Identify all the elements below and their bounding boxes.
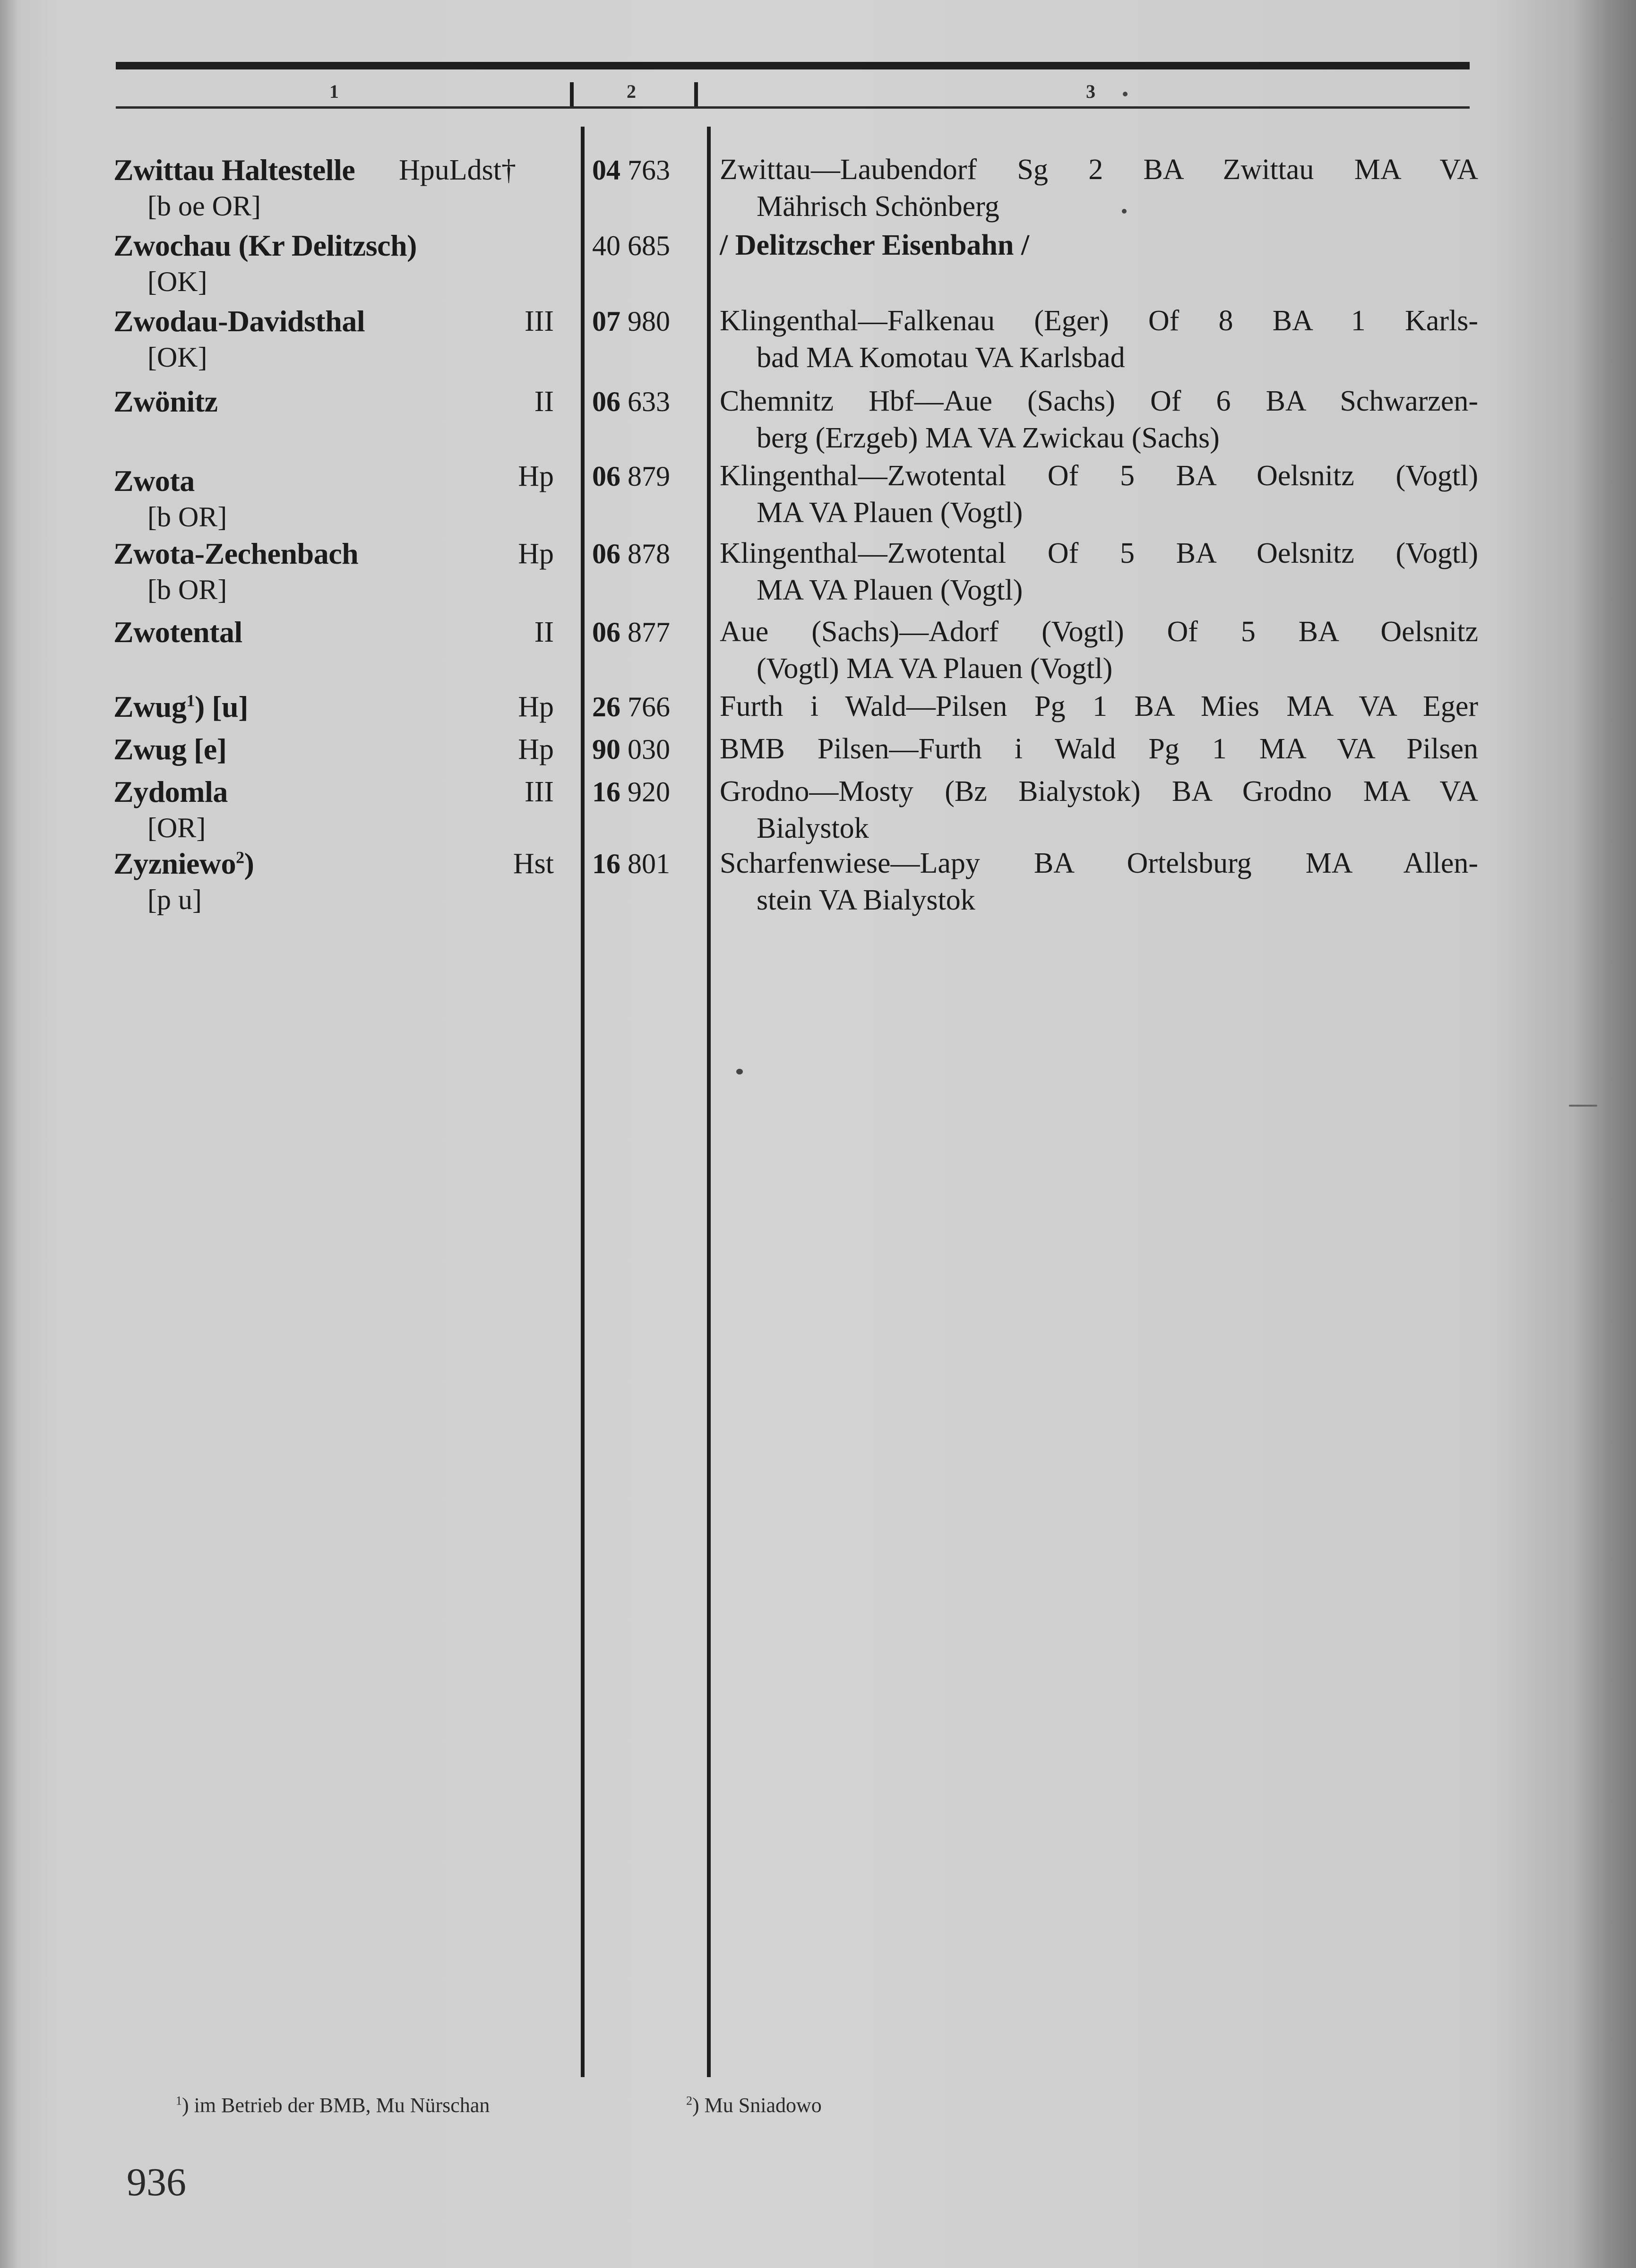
- station-note: [b OR]: [147, 574, 227, 605]
- footnote-1: $^1$) im Betrieb der BMB, Mu Nürschan: [176, 2094, 490, 2117]
- station-code: 90 030: [592, 734, 670, 765]
- column-header-3: 3: [1086, 81, 1095, 102]
- station-class: Hp: [518, 538, 554, 570]
- station-description: Grodno—Mosty (Bz Bialystok) BA Grodno MA VA Bialystok: [720, 775, 1478, 844]
- station-description: BMB Pilsen—Furth i Wald Pg 1 MA VA Pilsen: [720, 733, 1478, 765]
- station-code: 40 685: [592, 230, 670, 261]
- station-description: Klingenthal—Falkenau (Eger) Of 8 BA 1 Karls- bad MA Komotau VA Karlsbad: [720, 305, 1478, 374]
- station-class: III: [525, 776, 554, 808]
- station-class: Hst: [513, 848, 554, 880]
- station-name: Zwota: [113, 464, 195, 498]
- station-class: Hp: [518, 691, 554, 723]
- station-name: Zwotental: [113, 615, 242, 649]
- column-divider-1: [581, 127, 585, 2077]
- station-name: Zwota-Zechenbach: [113, 537, 359, 570]
- station-name: Zwug [e]: [113, 732, 227, 766]
- station-name: Zwittau Haltestelle: [113, 153, 355, 187]
- station-code: 06 877: [592, 617, 670, 648]
- station-name: Zwodau-Davidsthal: [113, 304, 365, 338]
- station-class: III: [525, 305, 554, 337]
- scan-mark: [1569, 1105, 1597, 1107]
- station-code: 26 766: [592, 691, 670, 722]
- station-class: Hp: [518, 733, 554, 765]
- station-note: [p u]: [147, 884, 202, 915]
- table-header-rule: [116, 106, 1470, 109]
- header-divider-1: [570, 82, 574, 107]
- station-name: Zwug$^1$) [u]: [113, 690, 249, 723]
- station-description: Scharfenwiese—Lapy BA Ortelsburg MA Allen- stein VA Bialystok: [720, 847, 1478, 916]
- station-code: 16 920: [592, 776, 670, 808]
- column-header-2: 2: [627, 81, 636, 102]
- station-code: 06 878: [592, 538, 670, 569]
- station-description: / Delitzscher Eisenbahn /: [720, 229, 1030, 261]
- header-divider-2: [694, 82, 698, 107]
- station-note: [b oe OR]: [147, 190, 261, 222]
- station-class: HpuLdst†: [399, 154, 516, 186]
- column-header-1: 1: [329, 81, 339, 102]
- column-divider-2: [707, 127, 711, 2077]
- station-description: Furth i Wald—Pilsen Pg 1 BA Mies MA VA Eger: [720, 690, 1478, 722]
- station-description: Zwittau—Laubendorf Sg 2 BA Zwittau MA VA Mährisch Schönberg: [720, 154, 1478, 223]
- station-description: Aue (Sachs)—Adorf (Vogtl) Of 5 BA Oelsnitz (Vogtl) MA VA Plauen (Vogtl): [720, 616, 1478, 685]
- page-number: 936: [127, 2160, 186, 2204]
- station-class: II: [534, 386, 554, 418]
- station-code: 06 633: [592, 386, 670, 417]
- footnotes: [176, 2093, 822, 2117]
- station-class: II: [534, 616, 554, 648]
- station-name: Zydomla: [113, 775, 228, 808]
- station-class: Hp: [518, 460, 554, 492]
- station-description: Klingenthal—Zwotental Of 5 BA Oelsnitz (Vogtl) MA VA Plauen (Vogtl): [720, 537, 1478, 606]
- scan-speck: [736, 1069, 743, 1074]
- station-name: Zwönitz: [113, 385, 218, 418]
- station-note: [OK]: [147, 342, 207, 373]
- scan-speck: [1123, 92, 1128, 96]
- table-top-rule: [116, 62, 1470, 69]
- station-note: [OK]: [147, 266, 207, 297]
- station-name: Zyzniewo$^2$): [113, 847, 254, 880]
- station-code: 06 879: [592, 461, 670, 492]
- station-code: 16 801: [592, 848, 670, 879]
- station-code: 04 763: [592, 155, 670, 186]
- station-description: Klingenthal—Zwotental Of 5 BA Oelsnitz (Vogtl) MA VA Plauen (Vogtl): [720, 460, 1478, 529]
- station-name: Zwochau (Kr Delitzsch): [113, 229, 417, 262]
- station-note: [b OR]: [147, 501, 227, 533]
- footnote-2: $^2$) Mu Sniadowo: [686, 2094, 822, 2117]
- station-code: 07 980: [592, 306, 670, 337]
- scan-speck: [1122, 209, 1127, 214]
- station-description: Chemnitz Hbf—Aue (Sachs) Of 6 BA Schwarzen- berg (Erzgeb) MA VA Zwickau (Sachs): [720, 385, 1478, 454]
- station-note: [OR]: [147, 812, 206, 843]
